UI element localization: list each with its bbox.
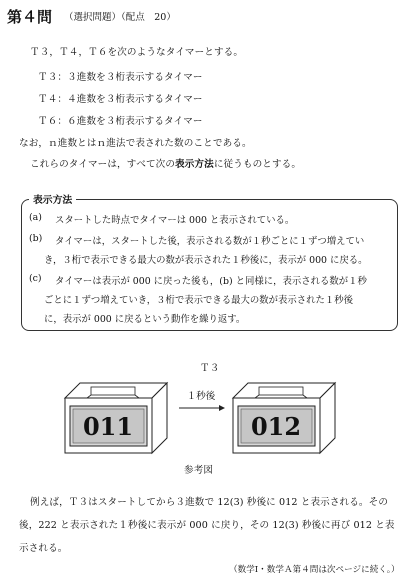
t4-definition: Ｔ４：４進数を３桁表示するタイマー xyxy=(38,94,203,105)
one-second-arrow xyxy=(179,390,225,411)
method-b-mark: (b) xyxy=(29,233,43,244)
method-b-text-2: き，３桁で表示できる最大の数が表示された１秒後に，表示が 000 に戻る。 xyxy=(44,255,368,266)
display-right: 012 xyxy=(250,412,302,441)
example-line-3: 示される。 xyxy=(19,543,68,554)
problem-subtitle: （選択問題）（配点 20） xyxy=(64,12,176,23)
example-line-2: 後，222 と表示された１秒後に表示が 000 に戻り，その 12(3) 秒後に再び 012 と表 xyxy=(19,520,395,531)
n-base-note: なお，ｎ進数とはｎ進法で表された数のことである。 xyxy=(19,138,252,149)
example-line-1: 例えば，Ｔ３はスタートしてから３進数で 12(3) 秒後に 012 と表示される。その xyxy=(30,497,389,508)
method-b-text-1: タイマーは，スタートした後，表示される数が１秒ごとに１ずつ増えてい xyxy=(55,236,365,247)
timer-left xyxy=(65,383,167,453)
arrow-label: １秒後 xyxy=(186,391,216,402)
method-c-text-1: タイマーは表示が 000 に戻った後も，(b) と同様に，表示される数が１秒 xyxy=(55,276,367,287)
method-c-text-3: に，表示が 000 に戻るという動作を繰り返す。 xyxy=(44,314,246,325)
t6-definition: Ｔ６：６進数を３桁表示するタイマー xyxy=(38,116,203,127)
continued-note: （数学Ⅰ・数学Ａ第４問は次ページに続く。） xyxy=(229,565,400,575)
timer-right xyxy=(233,383,335,453)
display-left: 011 xyxy=(82,412,134,441)
rule-text-after: に従うものとする。 xyxy=(213,159,302,170)
method-box-label: 表示方法 xyxy=(29,192,76,206)
method-a-text: スタートした時点でタイマーは 000 と表示されている。 xyxy=(55,215,295,226)
rule-text-bold: 表示方法 xyxy=(175,159,214,170)
figure-timer-label: Ｔ３ xyxy=(200,363,220,374)
rule-text-before: これらのタイマーは，すべて次の xyxy=(30,159,176,170)
problem-title: 第４問 xyxy=(7,8,53,26)
method-c-mark: (c) xyxy=(29,273,42,284)
timer-figure xyxy=(55,378,365,458)
t3-definition: Ｔ３：３進数を３桁表示するタイマー xyxy=(38,72,203,83)
method-a-mark: (a) xyxy=(29,212,42,223)
intro-line: Ｔ３，Ｔ４，Ｔ６を次のようなタイマーとする。 xyxy=(30,47,244,58)
method-c-text-2: ごとに１ずつ増えていき，３桁で表示できる最大の数が表示された１秒後 xyxy=(44,295,354,306)
figure-caption: 参考図 xyxy=(184,465,214,476)
rule-sentence xyxy=(30,156,301,170)
